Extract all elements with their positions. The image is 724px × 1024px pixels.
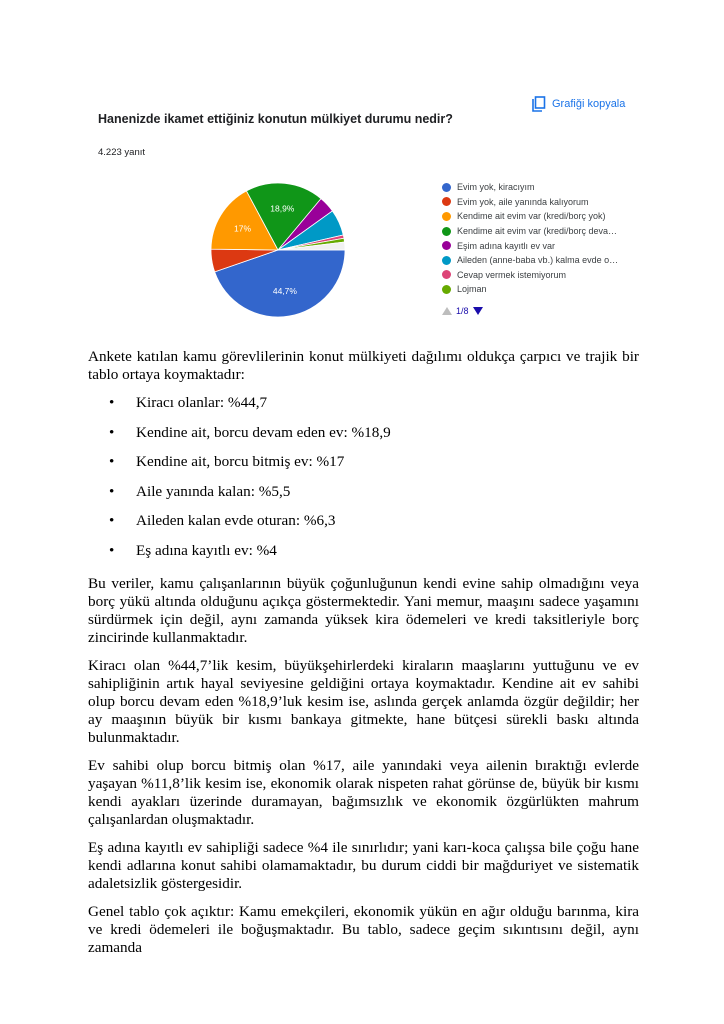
pie-chart bbox=[210, 182, 346, 318]
legend-item bbox=[442, 268, 618, 283]
legend-label: Evim yok, kiracıyım bbox=[457, 182, 535, 193]
legend-item bbox=[442, 180, 618, 195]
legend-item bbox=[442, 224, 618, 239]
copy-icon bbox=[532, 96, 546, 112]
legend-dot-icon bbox=[442, 285, 451, 294]
triangle-down-icon[interactable] bbox=[473, 307, 483, 315]
pie-data-label: 17% bbox=[233, 223, 252, 234]
legend-label: Kendime ait evim var (kredi/borç yok) bbox=[457, 211, 606, 222]
legend-label: Aileden (anne-baba vb.) kalma evde o… bbox=[457, 255, 619, 266]
legend-item bbox=[442, 195, 618, 210]
legend-item bbox=[442, 238, 618, 253]
chart-title: Hanenizde ikamet ettiğiniz konutun mülkiyet durumu nedir? bbox=[98, 112, 453, 126]
legend-dot-icon bbox=[442, 212, 451, 221]
paragraph: Ev sahibi olup borcu bitmiş olan %17, aile yanındaki veya ailenin bıraktığı evlerde yaşayan %11,8’lik kesim ise, ekonomik olarak nispeten rahat görünse de, büyük bir kısmı kendi ayakları üzerinde duramayan, bağımsızlık ve ekonomik özgürlükten mahrum çalışanlardan oluşmaktadır. bbox=[88, 757, 639, 828]
pie-data-label: 18,9% bbox=[270, 203, 295, 214]
legend-label: Lojman bbox=[457, 284, 487, 295]
legend-item bbox=[442, 282, 618, 297]
list-item: • Kiracı olanlar: %44,7 bbox=[136, 394, 639, 424]
list-item: • Aileden kalan evde oturan: %6,3 bbox=[136, 512, 639, 542]
chart-legend bbox=[442, 180, 618, 297]
list-item: • Kendine ait, borcu bitmiş ev: %17 bbox=[136, 453, 639, 483]
legend-label: Eşim adına kayıtlı ev var bbox=[457, 240, 556, 251]
legend-label: Evim yok, aile yanında kalıyorum bbox=[457, 196, 589, 207]
legend-dot-icon bbox=[442, 183, 451, 192]
copy-chart-button[interactable] bbox=[532, 96, 625, 112]
paragraph: Kiracı olan %44,7’lik kesim, büyükşehirlerdeki kiraların maaşlarını yuttuğunu ve ev sahipliğinin artık hayal seviyesine geldiğini ortaya koymaktadır. Kendine ait ev sahibi olup borcu devam eden %18,9’luk kesim ise, aslında gerçek anlamda özgür değildir; her ay maaşının büyük bir kısmı bankaya gitmekte, hane bütçesi sürekli baskı altında bulunmaktadır. bbox=[88, 657, 639, 746]
list-item: • Eş adına kayıtlı ev: %4 bbox=[136, 542, 639, 572]
list-item: • Kendine ait, borcu devam eden ev: %18,9 bbox=[136, 424, 639, 454]
legend-pager bbox=[442, 306, 483, 316]
legend-label: Cevap vermek istemiyorum bbox=[457, 269, 567, 280]
paragraph: Eş adına kayıtlı ev sahipliği sadece %4 ile sınırlıdır; yani karı-koca çalışsa bile çoğu hane kendi adlarına konut sahibi olamamaktadır, bu durum ciddi bir mağduriyet ve sistematik adaletsizlik göstergesidir. bbox=[88, 839, 639, 892]
legend-dot-icon bbox=[442, 270, 451, 279]
legend-dot-icon bbox=[442, 241, 451, 250]
legend-label: Kendime ait evim var (kredi/borç deva… bbox=[457, 226, 618, 237]
legend-dot-icon bbox=[442, 256, 451, 265]
pie-data-label: 44,7% bbox=[272, 286, 297, 296]
chart-card bbox=[80, 88, 640, 328]
pager-label: 1/8 bbox=[456, 306, 469, 316]
intro-paragraph: Ankete katılan kamu görevlilerinin konut mülkiyeti dağılımı oldukça çarpıcı ve trajik bir tablo ortaya koymaktadır: bbox=[88, 348, 639, 383]
list-item: • Aile yanında kalan: %5,5 bbox=[136, 483, 639, 513]
triangle-up-icon[interactable] bbox=[442, 307, 452, 315]
response-count: 4.223 yanıt bbox=[98, 147, 146, 158]
legend-dot-icon bbox=[442, 227, 451, 236]
legend-item bbox=[442, 253, 618, 268]
legend-item bbox=[442, 209, 618, 224]
paragraph: Genel tablo çok açıktır: Kamu emekçileri, ekonomik yükün en ağır olduğu barınma, kira ve kredi ödemeleri ile boğuşmaktadır. Bu tablo, sadece geçim sıkıntısını değil, aynı zamanda bbox=[88, 903, 639, 956]
document-body bbox=[88, 348, 639, 967]
legend-dot-icon bbox=[442, 197, 451, 206]
stats-list bbox=[88, 394, 639, 571]
paragraph: Bu veriler, kamu çalışanlarının büyük çoğunluğunun kendi evine sahip olmadığını veya borç yükü altında olduğunu açıkça göstermektedir. Yani memur, maaşını sadece yaşamını sürdürmek için değil, aynı zamanda yüksek kira ödemeleri ve kredi taksitleriyle borç zincirinde kullanmaktadır. bbox=[88, 575, 639, 646]
copy-chart-label: Grafiği kopyala bbox=[552, 98, 626, 110]
